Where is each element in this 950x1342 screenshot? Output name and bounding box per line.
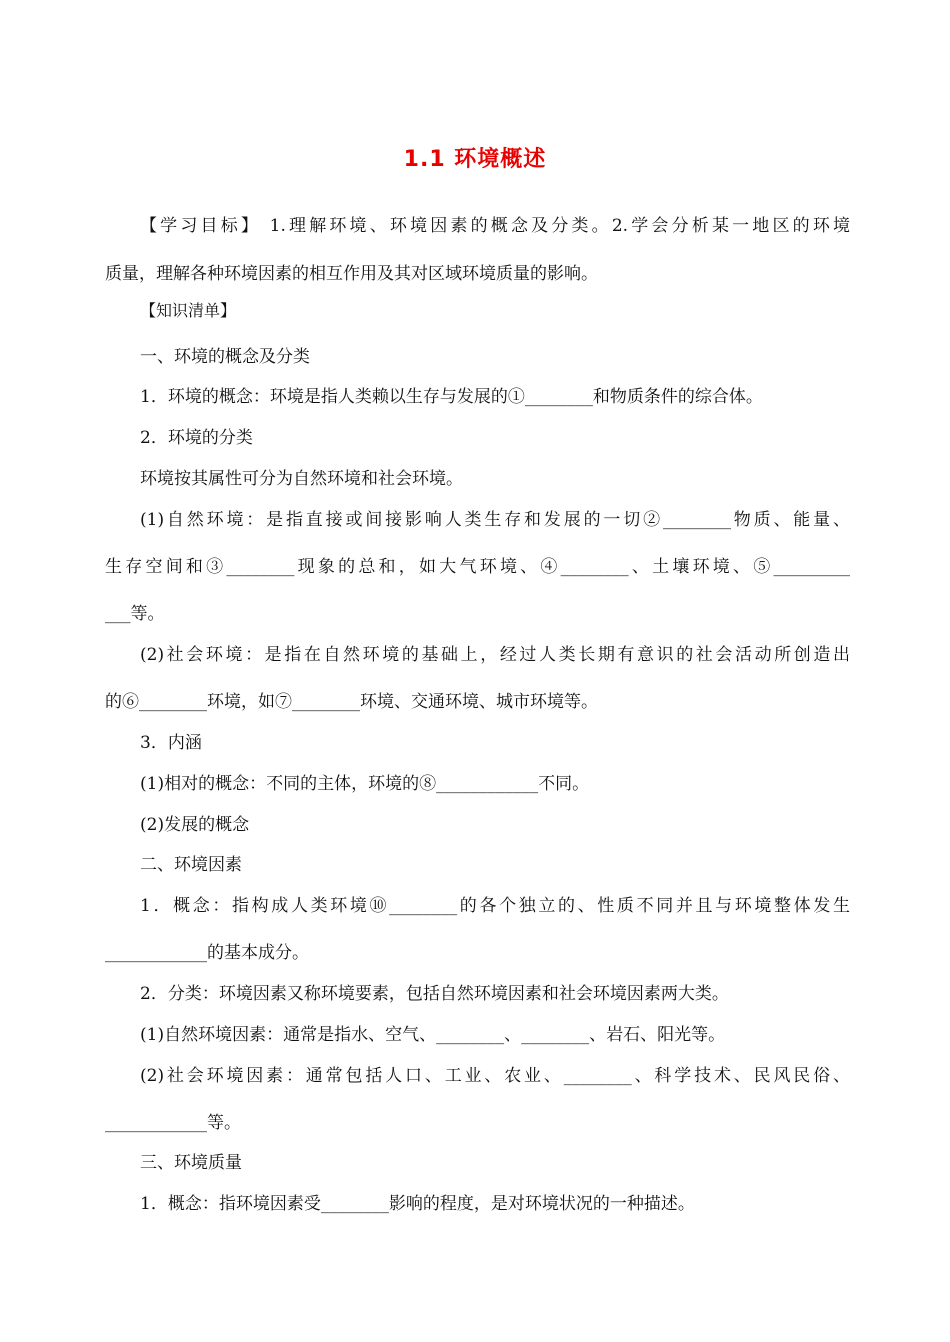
natural-env-line-1: (1)自然环境：是指直接或间接影响人类生存和发展的一切②________物质、能量、	[140, 510, 850, 530]
social-env-line-1: (2)社会环境：是指在自然环境的基础上，经过人类长期有意识的社会活动所创造出	[140, 645, 850, 665]
learning-goals-line-1: 【学习目标】 1.理解环境、环境因素的概念及分类。2.学会分析某一地区的环境	[140, 216, 850, 236]
env-factor-classification-line: 2．分类：环境因素又称环境要素，包括自然环境因素和社会环境因素两大类。	[140, 984, 729, 1004]
page-title: 1.1 环境概述	[403, 147, 547, 172]
relative-concept-line: (1)相对的概念：不同的主体，环境的⑧____________不同。	[140, 774, 590, 794]
social-factor-line-2: ____________等。	[105, 1113, 241, 1133]
section-3-heading: 三、环境质量	[140, 1153, 242, 1173]
connotation-heading: 3．内涵	[140, 733, 202, 753]
env-classification-text: 环境按其属性可分为自然环境和社会环境。	[140, 469, 463, 489]
social-env-line-2: 的⑥________环境，如⑦________环境、交通环境、城市环境等。	[105, 692, 598, 712]
env-quality-concept-line: 1．概念：指环境因素受________影响的程度，是对环境状况的一种描述。	[140, 1194, 695, 1214]
knowledge-list-heading: 【知识清单】	[140, 301, 237, 320]
social-factor-line-1: (2)社会环境因素：通常包括人口、工业、农业、________、科学技术、民风民俗、	[140, 1066, 850, 1086]
natural-env-line-2: 生存空间和③________现象的总和，如大气环境、④________、土壤环境、⑤_________	[105, 557, 850, 577]
section-1-heading: 一、环境的概念及分类	[140, 347, 310, 367]
env-factor-concept-line-2: ____________的基本成分。	[105, 943, 309, 963]
env-concept-line: 1．环境的概念：环境是指人类赖以生存与发展的①________和物质条件的综合体。	[140, 387, 763, 407]
natural-env-line-3: ___等。	[105, 604, 165, 624]
developing-concept-line: (2)发展的概念	[140, 815, 250, 835]
section-2-heading: 二、环境因素	[140, 855, 242, 875]
learning-goals-line-2: 质量，理解各种环境因素的相互作用及其对区域环境质量的影响。	[105, 264, 598, 284]
natural-factor-line: (1)自然环境因素：通常是指水、空气、________、________、岩石、阳光等。	[140, 1025, 726, 1045]
env-factor-concept-line-1: 1．概念：指构成人类环境⑩________的各个独立的、性质不同并且与环境整体发生	[140, 896, 850, 916]
env-classification-heading: 2．环境的分类	[140, 428, 253, 448]
